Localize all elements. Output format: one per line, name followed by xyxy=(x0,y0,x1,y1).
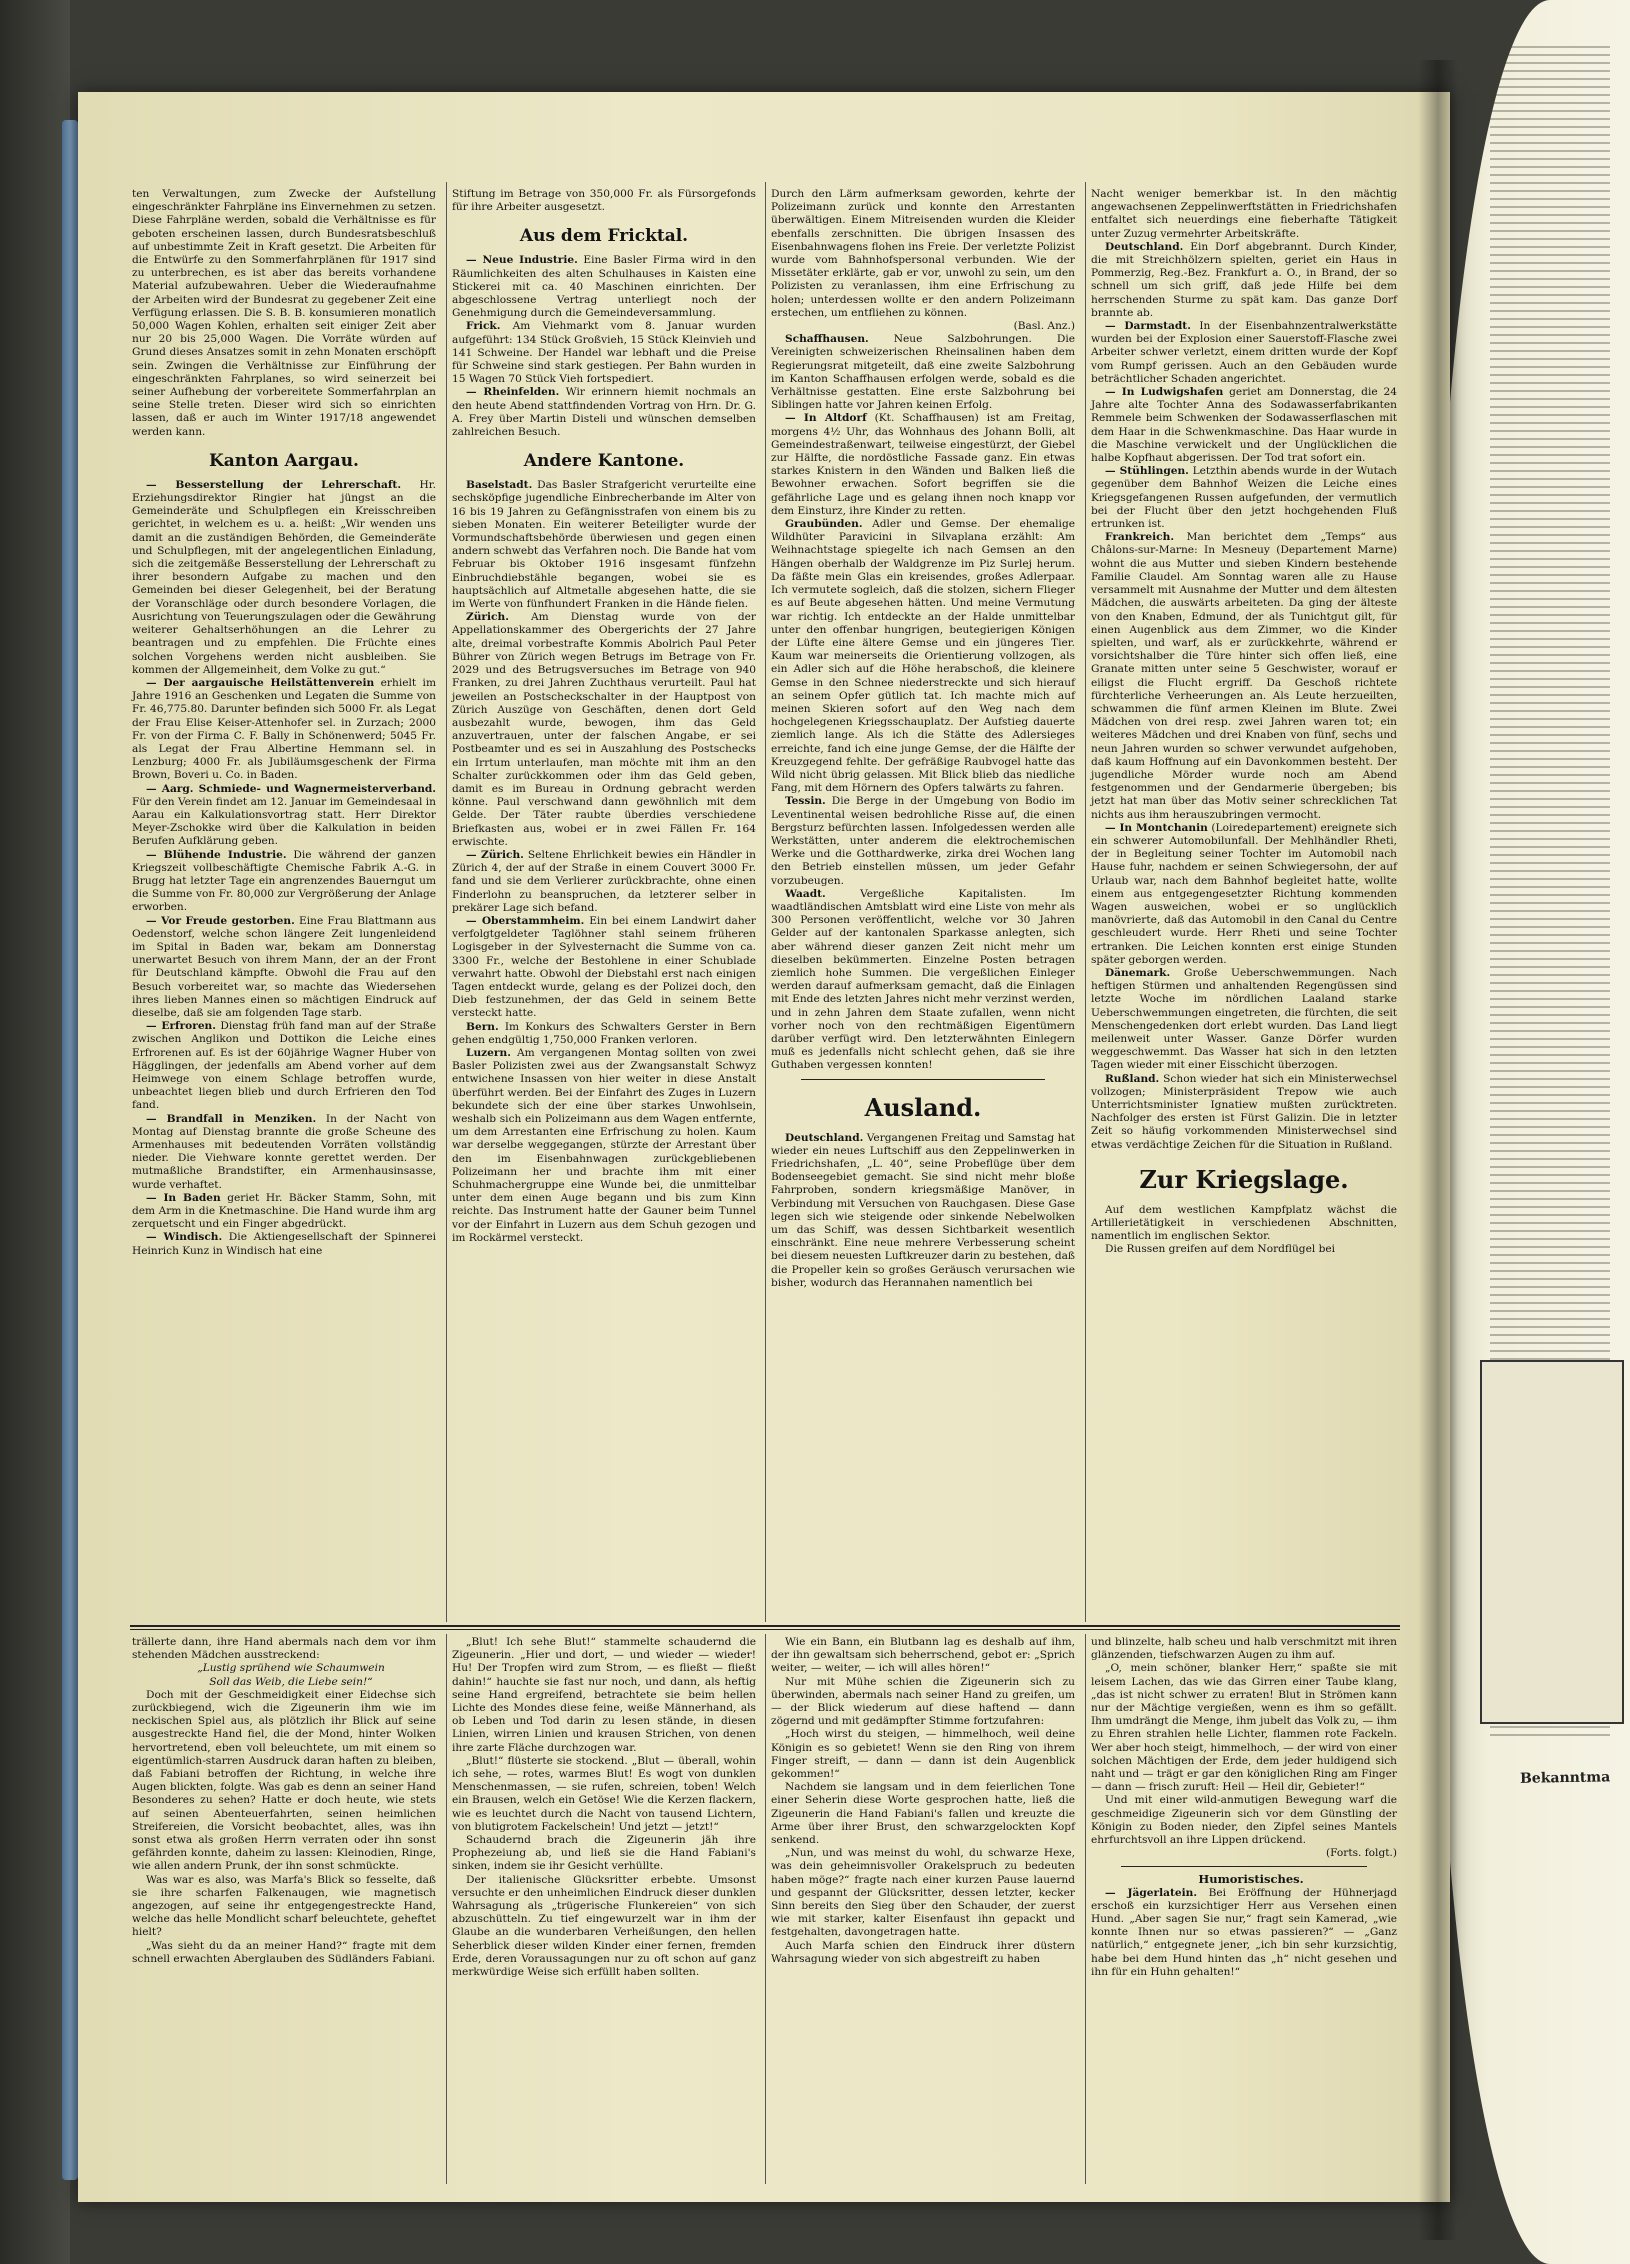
article-lead: — Vor Freude gestorben. xyxy=(146,914,295,927)
article-paragraph xyxy=(452,386,756,439)
article-paragraph xyxy=(771,795,1075,887)
article-text: In der Nacht von Montag auf Dienstag brannte die große Scheune des Armenhauses mit bedeutenden Vorräten vollständig nieder. Die Viehware konnte gerettet werden. Der mutmaßliche Brandstifter, ein Armenhausinsasse, wurde verhaftet. xyxy=(132,1112,436,1191)
story-paragraph: „Blut! Ich sehe Blut!“ stammelte schaudernd die Zigeunerin. „Hier und dort, — und wieder — wieder! Hu! Der Tropfen wird zum Strom, — es fließt — fließt dahin!“ hauchte sie fast nur noch, und dann, als heftig seine Hand ergreifend, betrachtete sie beim hellen Lichte des Mondes diese feine, weiße Männerhand, als ob Leben und Tod darin zu lesen stände, in diesen Linien, wirren Linien und krausen Strichen, von denen ihre zarte Fläche durchzogen war. xyxy=(452,1636,756,1754)
news-column-3 xyxy=(771,188,1075,1620)
article-text: Große Ueberschwemmungen. Nach heftigen Stürmen und anhaltenden Regengüssen sind letzte Woche im nördlichen Laaland starke Ueberschwemmungen eingetreten, die fürchten, die seit Menschengedenken dort erlebt wurden. Das Land liegt meilenweit unter Wasser. Ganze Dörfer wurden weggeschwemmt. Das Wasser hat sich in den letzten Tagen wieder mit einer Eisschicht überzogen. xyxy=(1091,966,1397,1072)
article-paragraph xyxy=(452,320,756,386)
article-paragraph: Auf dem westlichen Kampfplatz wächst die Artillerietätigkeit in verschiedenen Abschnitten, namentlich im englischen Sektor. xyxy=(1091,1203,1397,1243)
story-paragraph: „O, mein schöner, blanker Herr,“ spaßte sie mit leisem Lachen, das wie das Girren einer Taube klang, „das ist nicht schwer zu erraten! Blut in Strömen kann nur der Mächtige vergießen, wenn es ihm so gefällt. Ihm umdrängt die Menge, ihm jubelt das Volk zu, — ihm zu Ehren strahlen helle Lichter, flammen rote Fackeln. Wer aber hoch steigt, himmelhoch, — der wird von einer solchen Mächtigen der Erde, dem jeder huldigend sich naht und — trägt er gar den königlichen Ring am Finger — dann — frisch zuruft: Heil — Heil dir, Gebieter!“ xyxy=(1091,1662,1397,1794)
article-lead: Frankreich. xyxy=(1105,531,1175,544)
section-heading-ausland: Ausland. xyxy=(864,1092,982,1122)
article-lead: Deutschland. xyxy=(785,1131,864,1144)
facing-page-heading: Bekanntma xyxy=(1519,1769,1611,1787)
article-paragraph xyxy=(1091,967,1397,1073)
news-column-1 xyxy=(132,188,436,1620)
news-column-4 xyxy=(1091,188,1397,1620)
scan-background xyxy=(0,0,70,2264)
article-text: Schon wieder hat sich ein Ministerwechsel vollzogen; Ministerpräsident Trepow wie auch Unterrichtsminister Ignatiew mußten zurücktreten. Nachfolger des ersten ist Fürst Galizin. Die in letzter Zeit so häufig vorkommenden Ministerwechsel sind etwas verdächtige Zeichen für die Situation in Rußland. xyxy=(1091,1072,1397,1151)
column-rule xyxy=(446,182,447,1622)
section-heading-zur-kriegslage: Zur Kriegslage. xyxy=(1139,1164,1349,1194)
facing-page xyxy=(1430,0,1630,2264)
story-paragraph: Wie ein Bann, ein Blutbann lag es deshalb auf ihm, der ihn gewaltsam sich beherrschend, gebot er: „Sprich weiter, — weiter, — ich will alles hören!“ xyxy=(771,1636,1075,1675)
article-text: Ein Dorf abgebrannt. Durch Kinder, die mit Streichhölzern spielten, geriet ein Haus in Pommerzig, Reg.-Bez. Frankfurt a. O., in Brand, der so schnell um sich griff, daß jede Hilfe bei dem herrschenden Sturme zu spät kam. Das ganze Dorf brannte ab. xyxy=(1091,240,1397,319)
article-lead: — In Baden xyxy=(146,1191,221,1204)
article-lead: — In Montchanin xyxy=(1105,821,1208,834)
article-text: erhielt im Jahre 1916 an Geschenken und Legaten die Summe von Fr. 46,775.80. Darunter befinden sich 5000 Fr. als Legat der Frau Elise Keiser-Attenhofer sel. in Zurzach; 2000 Fr. von der Firma C. F. Bally in Schönenwerd; 5045 Fr. als Legat der Frau Albertine Hemmann sel. in Lenzburg; 4000 Fr. als Jubiläumsgeschenk der Firma Brown, Boveri u. Co. in Baden. xyxy=(132,676,436,782)
story-paragraph: „Hoch wirst du steigen, — himmelhoch, weil deine Königin es so gebietet! Wenn sie den Ring von ihrem Finger streift, — dann — dann ist dein Augenblick gekommen!“ xyxy=(771,1728,1075,1781)
article-paragraph xyxy=(132,915,436,1021)
article-lead: — Besserstellung der Lehrerschaft. xyxy=(146,478,402,491)
feuilleton-column-4 xyxy=(1091,1636,1397,2184)
story-continuation-note: (Forts. folgt.) xyxy=(1325,1847,1397,1860)
column-rule xyxy=(1085,1634,1086,2184)
article-paragraph xyxy=(132,677,436,783)
article-text: Am vergangenen Montag sollten von zwei Basler Polizisten zwei aus der Zwangsanstalt Schwyz entwichene Insassen von hier weiter in diese Anstalt überführt werden. Bei der Einfahrt des Zuges in Luzern bekundete sich der eine über starkes Unwohlsein, weshalb sich ein Polizeimann aus dem Wagen entfernte, um dem Arrestanten eine Erfrischung zu holen. Kaum war derselbe weggegangen, stürzte der Arrestant über den im Eisenbahnwagen zurückgebliebenen Polizeimann her und brachte ihm mit einer Schuhmachergruppe eine Wunde bei, die unmittelbar unter dem einen Auge begann und bis zum Kinn reichte. Das Instrument hatte der Gauner beim Tunnel vor der Einfahrt in Luzern aus dem Schuh gezogen und im Rockärmel versteckt. xyxy=(452,1046,756,1244)
feuilleton-column-3 xyxy=(771,1636,1075,2184)
article-paragraph xyxy=(132,1113,436,1192)
article-lead: — In Altdorf xyxy=(785,412,867,425)
story-paragraph: Auch Marfa schien den Eindruck ihrer düstern Wahrsagung wieder von sich abgestreift zu haben xyxy=(771,1939,1075,1965)
article-text: Adler und Gemse. Der ehemalige Wildhüter Paravicini in Silvaplana erzählt: Am Weihnachtstage spiegelte ich nach Gemsen an den Hängen oberhalb der Waldgrenze im Piz Surlej herum. Da fäßte mein Glas ein kreisendes, großes Adlerpaar. Ich vermutete sogleich, daß die stolzen, sichern Flieger es auf Beute abgesehen hätten. Und meine Vermutung war richtig. Ich entdeckte an der Halde unmittelbar unter den offenbar hungrigen, beutegierigen Königen der Lüfte eine ältere Gemse und ein jüngeres Tier. Kaum war meinerseits die Orientierung vollzogen, als ein Adler sich auf die Höhe herabschoß, die kleinere Gemse in den Schnee niederstreckte und sich hierauf an seinem Opfer gütlich tat. Ich machte mich auf meinen Skieren sofort auf den Weg nach dem hochgelegenen Kriegsschauplatz. Der Aufstieg dauerte ziemlich lange. Als ich die Stätte des Adlersieges erreichte, fand ich eine junge Gemse, der die Hälfte der Kreuzgegend fehlte. Der gefräßige Raubvogel hatte das Wild nicht übrig gelassen. Mit Blick blieb das niedliche Fang, mit dem Hörnern des Opfers talwärts zu fahren. xyxy=(771,518,1075,795)
divider xyxy=(1121,1866,1367,1867)
article-text: Wir erinnern hiemit nochmals an den heute Abend stattfindenden Vortrag von Hrn. Dr. G. A. Frey über Martin Disteli und wünschen demselben zahlreichen Besuch. xyxy=(452,386,756,439)
story-paragraph: „Was sieht du da an meiner Hand?“ fragte mit dem schnell erwachten Aberglauben des Südländers Fabiani. xyxy=(132,1939,436,1965)
column-rule xyxy=(446,1634,447,2184)
article-paragraph xyxy=(771,888,1075,1073)
article-text: Man berichtet dem „Temps“ aus Châlons-sur-Marne: In Mesneuy (Departement Marne) wohnt die aus Mutter und sieben Kindern bestehende Familie Claudel. Am Sonntag waren alle zu Hause versammelt mit Ausnahme der Mutter und dem ältesten Mädchen, die auswärts arbeiteten. Da ging der älteste von den Knaben, Edmund, der als Tunichtgut gilt, für einen Augenblick aus dem Zimmer, wo die Kinder spielten, und warf, als er zurückkehrte, während er vorsichtshalber die Türe hinter sich offen ließ, eine Granate mitten unter seine 5 Geschwister, worauf er eiligst die Flucht ergriff. Da Geschoß richtete fürchterliche Verheerungen an. Als Leute herzueilten, schwammen die fünf armen Kleinen im Blute. Zwei Mädchen von drei resp. zwei Jahren waren tot; ein weiteres Mädchen und drei Knaben von fünf, sechs und neun Jahren wurden so schwer verwundet aufgehoben, daß kaum Hoffnung auf ein Davonkommen besteht. Der jugendliche Mörder wurde noch am Abend festgenommen und der Gendarmerie übergeben; bis jetzt hat man über das Motiv seiner schrecklichen Tat nichts aus ihm herauszubringen vermocht. xyxy=(1091,531,1397,821)
article-lead: — Erfroren. xyxy=(146,1020,216,1033)
article-paragraph xyxy=(132,1020,436,1112)
article-paragraph: ten Verwaltungen, zum Zwecke der Aufstellung eingeschränkter Fahrpläne ins Einvernehmen zu setzen. Diese Fahrpläne werden, sobald die Verhältnisse es für geboten erscheinen lassen, durch Bundesratsbeschluß auf unbestimmte Zeit in Kraft gesetzt. Die Arbeiten für die Entwürfe zu den Sommerfahrplänen für 1917 sind zu unterbrechen, es ist aber das bereits vorhandene Material aufzubewahren. Ueber die Wiederaufnahme der Arbeiten wird der Bundesrat zu gegebener Zeit eine Verfügung erlassen. Die S. B. B. konsumieren monatlich 50,000 Wagen Kohlen, erhalten seit einiger Zeit aber nur 20 bis 25,000 Wagen. Die Vorräte würden auf Grund dieses Ansatzes somit in zehn Monaten erschöpft sein. Zwingen die Verhältnisse zur Einführung der eingeschränkten Fahrplanes, so wird seinerzeit bei seiner Aufhebung der vorbereitete Sommerfahrplan an seine Stelle treten. Dieser wird sich so einrichten lassen, daß er auch im Winter 1917/18 angewendet werden kann. xyxy=(132,188,436,438)
article-text: Vergangenen Freitag und Samstag hat wieder ein neues Luftschiff aus den Zeppelinwerken in Friedrichshafen, „L. 40“, seine Probeflüge über dem Bodenseegebiet gemacht. Sie sind nicht mehr bloße Fahrproben, sondern kriegsmäßige Manöver, in Verbindung mit Versuchen von Rauchgasen. Diese Gase legen sich wie steigende oder sinkende Nebelwolken um das Schiff, was dessen Sichtbarkeit wesentlich einschränkt. Eine neue mehrere Verbesserung scheint bei diesem neuesten Luftkreuzer darin zu bestehen, daß die Propeller kein so großes Geräusch verursachen wie bisher, wodurch das Herannahen namentlich bei xyxy=(771,1131,1075,1289)
article-lead: — Rheinfelden. xyxy=(466,386,560,399)
article-text: Letzthin abends wurde in der Wutach gegenüber dem Bahnhof Weizen die Leiche eines Kriegsgefangenen Russen aufgefunden, der vermutlich bei der Flucht über den jetzt hochgehenden Fluß ertrunken ist. xyxy=(1091,465,1397,531)
article-paragraph xyxy=(1091,386,1397,465)
section-heading-kanton-aargau: Kanton Aargau. xyxy=(209,450,359,471)
article-lead: — Jägerlatein. xyxy=(1105,1886,1198,1899)
article-lead: Baselstadt. xyxy=(466,479,533,492)
column-rule xyxy=(1085,182,1086,1622)
article-lead: — Brandfall in Menziken. xyxy=(146,1112,317,1125)
column-rule xyxy=(765,1634,766,2184)
article-text: Das Basler Strafgericht verurteilte eine sechsköpfige jugendliche Einbrecherbande im Alter von 16 bis 19 Jahren zu Gefängnisstrafen von einem bis zu sieben Monaten. Ein weiterer Beteiligter wurde der Vormundschaftsbehörde überwiesen und gegen einen andern schwebt das Verfahren noch. Die Bande hat vom Februar bis Oktober 1916 insgesamt fünfzehn Einbruchdiebstähle begangen, wobei sie es hauptsächlich auf Altmetalle abgesehen hatte, die sie im Werte von fünfhundert Franken in die Hände fielen. xyxy=(452,479,756,611)
article-lead: — Der aargauische Heilstättenverein xyxy=(146,676,375,689)
article-text: geriet Hr. Bäcker Stamm, Sohn, mit dem Arm in die Knetmaschine. Die Hand wurde ihm arg zerquetscht und ein Finger abgedrückt. xyxy=(132,1191,437,1231)
article-text: Die Berge in der Umgebung von Bodio im Leventinental weisen bedrohliche Risse auf, die einen Bergsturz befürchten lassen. Infolgedessen werden alle Werkstätten, unter anderem die elektrochemischen Werke und die Gotthardwerke, zirka drei Wochen lang den Betrieb einstellen müssen, um jeder Gefahr vorzubeugen. xyxy=(771,795,1075,887)
story-paragraph: Und mit einer wild-anmutigen Bewegung warf die geschmeidige Zigeunerin sich vor dem Günstling der Königin zu Boden nieder, den Zipfel seines Mantels ehrfurchtsvoll an ihre Lippen drückend. xyxy=(1091,1794,1397,1847)
article-paragraph: Die Russen greifen auf dem Nordflügel bei xyxy=(1105,1243,1336,1256)
feuilleton-separator xyxy=(130,1625,1400,1627)
article-paragraph xyxy=(1091,822,1397,967)
article-lead: — Oberstammheim. xyxy=(466,914,585,927)
story-paragraph: trällerte dann, ihre Hand abermals nach dem vor ihm stehenden Mädchen ausstreckend: xyxy=(132,1636,436,1662)
page-gutter xyxy=(1418,60,1458,2240)
story-paragraph: Der italienische Glücksritter erbebte. Umsonst versuchte er den unheimlichen Eindruck dieser dunklen Wahrsagung als „trügerische Flunkereien“ von sich abzuschütteln. Zu tief eingewurzelt war in ihm der Glaube an die wunderbaren Verheißungen, den hellen Seherblick dieser wilden Kinder einer fernen, fremden Erde, deren Voraussagungen nur zu oft schon auf ganz merkwürdige Weise sich erfüllt haben sollten. xyxy=(452,1873,756,1979)
article-text: Für den Verein findet am 12. Januar im Gemeindesaal in Aarau ein Kalkulationsvortrag statt. Herr Direktor Meyer-Zschokke wird über die Kalkulation in beiden Berufen Aufklärung geben. xyxy=(132,795,436,848)
divider xyxy=(801,1079,1045,1080)
article-paragraph xyxy=(771,1132,1075,1290)
article-text: Im Konkurs des Schwalters Gerster in Bern gehen endgültig 1,750,000 Franken verloren. xyxy=(452,1020,756,1046)
article-paragraph xyxy=(452,479,756,611)
article-paragraph xyxy=(771,518,1075,795)
humor-heading: Humoristisches. xyxy=(1198,1872,1304,1887)
article-paragraph xyxy=(132,783,436,849)
article-text: Eine Frau Blattmann aus Oedenstorf, welche schon längere Zeit lungenleidend im Spital in Baden war, bekam am Donnerstag unerwartet Besuch von ihrem Mann, der an der Front für Deutschland kämpfte. Obwohl die Frau auf den Besuch vorbereitet war, so machte das Wiedersehen ihres lieben Mannes einen so mächtigen Eindruck auf dieselbe, daß sie am folgenden Tage starb. xyxy=(132,914,437,1019)
article-text: Seltene Ehrlichkeit bewies ein Händler in Zürich 4, der auf der Straße in einem Couvert 3000 Fr. fand und sie dem Verlierer zurückbrachte, ohne einen Finderlohn zu beanspruchen, da letzterer selber in prekärer Lage sich befand. xyxy=(452,848,756,914)
article-paragraph xyxy=(452,254,756,320)
article-lead: Zürich. xyxy=(466,611,509,624)
article-lead: — In Ludwigshafen xyxy=(1105,386,1224,399)
article-text: Vergeßliche Kapitalisten. Im waadtländischen Amtsblatt wird eine Liste von mehr als 300 Personen veröffentlicht, welche vor 30 Jahren Gelder auf der kantonalen Sparkasse anlegten, sich aber während dieser ganzen Zeit nicht mehr um dieselben bekümmerten. Einzelne Posten betragen ziemlich hohe Summen. Die vergeßlichen Einleger werden darauf aufmerksam gemacht, daß die Einlagen mit Ende des letzten Jahres nicht mehr verzinst werden, und in zehn Jahren dem Staate zufallen, wenn nicht vorher noch von den rechtmäßigen Eigentümern darüber verfügt wird. Den letzterwähnten Einlegern muß es jedenfalls nicht schlecht gehen, daß sie ihre Guthaben vergessen konnten! xyxy=(771,887,1075,1072)
article-lead: Luzern. xyxy=(466,1046,511,1059)
story-verse: „Lustig sprühend wie Schaumwein xyxy=(197,1662,385,1675)
section-heading-fricktal: Aus dem Fricktal. xyxy=(519,226,689,247)
article-lead: Frick. xyxy=(466,320,501,333)
article-text: Dienstag früh fand man auf der Straße zwischen Anglikon und Dottikon die Leiche eines Erfrorenen auf. Es ist der 60jährige Wagner Huber von Hägglingen, der jedenfalls am Abend vorher auf dem Heimwege von einem Schlage betroffen wurde, unbeachtet liegen blieb und durch Erfrieren den Tod fand. xyxy=(132,1020,436,1112)
article-lead: — Stühlingen. xyxy=(1105,465,1189,478)
article-paragraph xyxy=(132,849,436,915)
article-text: Eine Basler Firma wird in den Räumlichkeiten des alten Schulhauses in Kaisten eine Stickerei mit ca. 40 Maschinen einrichten. Der abgeschlossene Vertrag unterliegt noch der Genehmigung durch die Gemeindeversammlung. xyxy=(452,254,756,320)
story-paragraph: und blinzelte, halb scheu und halb verschmitzt mit ihren glänzenden, tiefschwarzen Augen zu ihm auf. xyxy=(1091,1636,1397,1662)
facing-page-advertisement xyxy=(1480,1360,1624,1724)
section-heading-andere-kantone: Andere Kantone. xyxy=(523,451,685,472)
story-paragraph: Nur mit Mühe schien die Zigeunerin sich zu überwinden, abermals nach seiner Hand zu greifen, um — der Blick wiederum auf diese haftend — dann zögernd und mit gedämpfter Stimme fortzufahren: xyxy=(771,1675,1075,1728)
article-paragraph: Nacht weniger bemerkbar ist. In den mächtig angewachsenen Zeppelinwerftstätten in Friedrichshafen entfaltet sich neuerdings eine fieberhafte Tätigkeit unter Zuzug vermehrter Arbeitskräfte. xyxy=(1091,188,1397,240)
story-verse: Soll das Weib, die Liebe sein!“ xyxy=(209,1675,373,1688)
news-column-2 xyxy=(452,188,756,1620)
article-lead: — Windisch. xyxy=(146,1231,223,1244)
story-paragraph: Nachdem sie langsam und in dem feierlichen Tone einer Seherin diese Worte gesprochen hatte, ließ die Zigeunerin die Hand Fabiani's fallen und kreuzte die Arme über ihrer Brust, den schwarzgelockten Kopf senkend. xyxy=(771,1781,1075,1847)
article-text: Ein bei einem Landwirt daher verfolgtgeldeter Taglöhner stahl seinem früheren Logisgeber in der Sylvesternacht die Summe von ca. 3300 Fr., welche der Bestohlene in einer Schublade verwahrt hatte. Obwohl der Diebstahl erst nach einigen Tagen entdeckt wurde, gelang es der Polizei doch, den Dieb festzunehmen, der das Geld in seinem Bette versteckt hatte. xyxy=(452,914,756,1020)
article-lead: Tessin. xyxy=(785,795,826,808)
article-lead: — Aarg. Schmiede- und Wagnermeisterverband. xyxy=(146,782,436,795)
article-text: In der Eisenbahnzentralwerkstätte wurden bei der Explosion einer Sauerstoff-Flasche zwei Arbeiter schwer verletzt, einem dritten wurde der Kopf vom Rumpf gerissen. Auch an den Gebäuden wurde beträchtlicher Schaden angerichtet. xyxy=(1091,320,1397,385)
article-source: (Basl. Anz.) xyxy=(1013,320,1075,333)
article-lead: Dänemark. xyxy=(1105,966,1171,979)
article-text: (Loiredepartement) ereignete sich ein schwerer Automobilunfall. Der Mehlhändler Rheti, der in Begleitung seiner Tochter im Automobil nach Hause fuhr, nachdem er seinen Schwiegersohn, der auf Urlaub war, nach dem Bahnhof begleitet hatte, wollte einem aus entgegengesetzter Richtung kommenden Wagen ausweichen, wobei er so unglücklich manövrierte, daß das Automobil in den Canal du Centre geschleudert wurde. Herr Rheti und seine Tochter ertranken. Die Leichen konnten erst einige Stunden später geborgen werden. xyxy=(1091,821,1398,966)
article-text: Neue Salzbohrungen. Die Vereinigten schweizerischen Rheinsalinen haben dem Regierungsrat mitgeteilt, daß eine zweite Salzbohrung im Kanton Schaffhausen erfolgen werde, sobald es die Verhältnisse gestatten. Eine erste Salzbohrung bei Siblingen hatte vor Jahren keinen Erfolg. xyxy=(771,333,1075,412)
article-text: Hr. Erziehungsdirektor Ringier hat jüngst an die Gemeinderäte und Schulpflegen ein Kreisschreiben gerichtet, in welchem es u. a. heißt: „Wir wenden uns damit an die zuständigen Behörden, die Gemeinderäte und Schulpflegen, mit der angelegentlichen Einladung, sich die zeitgemäße Besserstellung der Lehrerschaft zu ihrer besondern Aufgabe zu machen und den Gemeinden bei dieser Gelegenheit, bei der Beratung der Voranschläge oder durch besondere Vorlagen, die Ausrichtung von Teuerungszulagen oder die Gewährung weiterer Gehaltserhöhungen an die Lehrer zu beantragen und zu empfehlen. Die Früchte eines solchen Vorgehens werden nicht ausbleiben. Sie kommen der Allgemeinheit, dem Volke zu gut.“ xyxy=(132,478,437,676)
article-paragraph xyxy=(1091,320,1397,386)
article-lead: — Zürich. xyxy=(466,848,524,861)
article-paragraph xyxy=(452,849,756,915)
article-paragraph: Durch den Lärm aufmerksam geworden, kehrte der Polizeimann zurück und konnte den Arrestanten überwältigen. Einem Mitreisenden wurden die Kleider ebenfalls zerschnitten. Die übrigen Insassen des Eisenbahnwagens flohen ins Freie. Der verletzte Polizist wurde vom Bahnhofspersonal verbunden. Wie der Missetäter erklärte, gab er vor, unwohl zu sein, um den Polizisten zu veranlassen, ihm eine Erfrischung zu holen; unterdessen wollte er den andern Polizeimann erstechen, um entfliehen zu können. xyxy=(771,188,1075,319)
article-paragraph xyxy=(771,333,1075,412)
article-text: (Kt. Schaffhausen) ist am Freitag, morgens 4½ Uhr, das Wohnhaus des Johann Bolli, alt Gemeindestraßenwart, teilweise eingestürzt, der Giebel zur Hälfte, die nordöstliche Fassade ganz. Ein etwas starkes Knistern in den Wänden und Balken ließ die Bewohner erwachen. Sofort begriffen sie die gefährliche Lage und es gelang ihnen noch knapp vor dem Einsturz, ihre Kinder zu retten. xyxy=(771,412,1075,517)
article-lead: Rußland. xyxy=(1105,1072,1160,1085)
feuilleton-separator-thin xyxy=(130,1629,1400,1630)
article-paragraph xyxy=(452,915,756,1021)
article-paragraph xyxy=(452,1047,756,1245)
article-lead: — Darmstadt. xyxy=(1105,320,1191,333)
article-lead: Bern. xyxy=(466,1020,499,1033)
article-text: Bei Eröffnung der Hühnerjagd erschoß ein kurzsichtiger Herr aus Versehen einen Hund. „Aber sagen Sie nur,“ fragt sein Kamerad, „wie konnte Ihnen nur so etwas passieren?“ — „Ganz natürlich,“ entgegnete jener, „ich bin sehr kurzsichtig, habe bei dem Hund hinten das „h“ nicht gesehen und ihn für ein Huhn gehalten!“ xyxy=(1091,1886,1398,1978)
article-paragraph xyxy=(452,1021,756,1047)
article-paragraph: Stiftung im Betrage von 350,000 Fr. als Fürsorgefonds für ihre Arbeiter ausgesetzt. xyxy=(452,188,756,214)
feuilleton-column-2 xyxy=(452,1636,756,2184)
article-paragraph xyxy=(132,1231,436,1257)
story-paragraph: Doch mit der Geschmeidigkeit einer Eidechse sich zurückbiegend, wich die Zigeunerin ihm wie im neckischen Spiel aus, als plötzlich ihr Blick auf seine ausgestreckte Hand fiel, die der Mond, hinter Wolken hervortretend, eben voll beleuchtete, um mit einem so eigentümlich-starren Ausdruck daran haften zu bleiben, daß Fabiani betroffen der Richtung, in welche ihre Augen blickten, folgte. Was gab es denn an seiner Hand Besonderes zu sehen? Hatte er doch heute, wie stets auf seinen Abenteuerfahrten, seinen heimlichen Streifereien, die Vorsicht beobachtet, alles, was ihn sonst etwa als großen Herrn verraten oder ihn sonst gefährden konnte, daheim zu lassen: Kleinodien, Ringe, wie allen andern Prunk, der ihn sonst schmückte. xyxy=(132,1688,436,1873)
story-paragraph: „Blut!“ flüsterte sie stockend. „Blut — überall, wohin ich sehe, — rotes, warmes Blut! Es wogt von dunklen Menschenmassen, — sie rufen, schreien, toben! Welch ein Brausen, welch ein Getöse! Wie die Kerzen flackern, wie es leuchtet durch die Nacht von tausend Lichtern, von blutigrotem Fackelschein! Und jetzt — jetzt!“ xyxy=(452,1754,756,1833)
article-lead: Graubünden. xyxy=(785,518,863,531)
story-paragraph: Was war es also, was Marfa's Blick so fesselte, daß sie ihre scharfen Falkenaugen, wie magnetisch angezogen, auf seine ihr entgegengestreckte Hand, welche das helle Mondlicht scharf beleuchtete, geheftet hielt? xyxy=(132,1873,436,1939)
article-lead: Schaffhausen. xyxy=(785,333,869,346)
article-paragraph xyxy=(771,412,1075,518)
column-rule xyxy=(765,182,766,1622)
feuilleton-column-1 xyxy=(132,1636,436,2184)
article-paragraph xyxy=(132,479,436,677)
article-paragraph xyxy=(1091,1073,1397,1152)
article-paragraph xyxy=(1091,531,1397,821)
article-text: Die während der ganzen Kriegszeit vollbeschäftigte Chemische Fabrik A.-G. in Brugg hat letzter Tage ein angrenzendes Bauerngut um die Summe von Fr. 80,000 zur Vergrößerung der Anlage erworben. xyxy=(132,848,436,914)
article-lead: — Blühende Industrie. xyxy=(146,848,287,861)
article-text: Am Dienstag wurde von der Appellationskammer des Obergerichts der 27 Jahre alte, dreimal vorbestrafte Kommis Abolrich Paul Peter Bührer von Zürich wegen Betrugs im Betrage von Fr. 2029 und des Betrugsversuches im Betrage von 940 Franken, zu drei Jahren Zuchthaus verurteilt. Paul hat jeweilen an Postscheckschalter in der Hauptpost von Zürich Auszüge von Geschäften, denen dort Geld ausbezahlt wurde, bewogen, ihm das Geld anzuvertrauen, unter der falschen Angabe, er sei Postbeamter und es sei in Auszahlung des Postschecks ein Irrtum unterlaufen, man möchte mit ihm an den Schalter zurückkommen oder ihm das Geld geben, damit es im Bureau in Ordnung gebracht werden könne. Paul verschwand dann gewöhnlich mit dem Gelde. Der Täter raubte überdies verschiedene Briefkasten aus, wobei er in zwei Fällen Fr. 164 erwischte. xyxy=(452,611,756,848)
article-text: Am Viehmarkt vom 8. Januar wurden aufgeführt: 134 Stück Großvieh, 15 Stück Kleinvieh und 141 Schweine. Der Handel war lebhaft und die Preise für Schweine sind stark gestiegen. Per Bahn wurden in 15 Wagen 70 Stück Vieh fortspediert. xyxy=(452,320,756,386)
article-paragraph xyxy=(452,611,756,849)
book-spine xyxy=(62,120,78,2180)
article-paragraph xyxy=(1091,465,1397,531)
article-lead: Deutschland. xyxy=(1105,240,1184,253)
humor-paragraph xyxy=(1091,1887,1397,1979)
article-lead: — Neue Industrie. xyxy=(466,254,578,267)
article-text: geriet am Donnerstag, die 24 Jahre alte Tochter Anna des Sodawasserfabrikanten Remmele beim Schwenken der Sodawasserflaschen mit dem Haar in die Schwenkmaschine. Das Haar wurde in die Maschine verwickelt und der Unglücklichen die halbe Kopfhaut abgerissen. Der Tod trat sofort ein. xyxy=(1091,386,1397,465)
article-paragraph xyxy=(132,1192,436,1232)
story-paragraph: Schaudernd brach die Zigeunerin jäh ihre Prophezeiung ab, und ließ sie die Hand Fabiani's sinken, indem sie ihr Gesicht verhüllte. xyxy=(452,1834,756,1873)
article-paragraph xyxy=(1091,241,1397,320)
article-lead: Waadt. xyxy=(785,887,826,900)
story-paragraph: „Nun, und was meinst du wohl, du schwarze Hexe, was dein geheimnisvoller Orakelspruch zu bedeuten haben möge?“ fragte nach einer kurzen Pause lauernd und gespannt der Glücksritter, dessen letzter, kecker Sinn bereits den Sieg über den Schauder, der zuerst wie mit starker, kalter Eisenfaust ihn gepackt und festgehalten, davongetragen hatte. xyxy=(771,1847,1075,1939)
article-text: Die Aktiengesellschaft der Spinnerei Heinrich Kunz in Windisch hat eine xyxy=(132,1231,436,1257)
